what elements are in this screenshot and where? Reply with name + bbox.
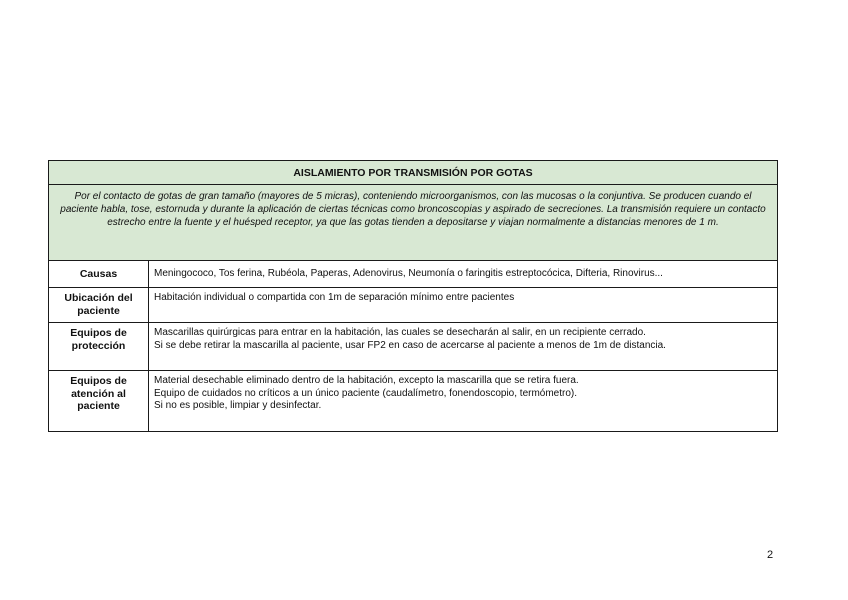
row-label-atencion: Equipos de atención al paciente [49,371,149,432]
content-line: Mascarillas quirúrgicas para entrar en la habitación, las cuales se desecharán al salir, en un recipiente cerrado. [154,327,646,338]
content-line: Equipo de cuidados no críticos a un único paciente (caudalímetro, fonendoscopio, termómetro). [154,387,578,399]
content-line: Si se debe retirar la mascarilla al paciente, usar FP2 en caso de acercarse al paciente a menos de 1m de distancia. [154,339,666,351]
row-content-causas [149,261,778,288]
content-line: Si no es posible, limpiar y desinfectar. [154,400,322,411]
row-content-atencion [149,371,778,432]
table-title-row [49,161,778,185]
table-row-ubicacion [49,288,778,323]
table-intro: Por el contacto de gotas de gran tamaño (mayores de 5 micras), conteniendo microorganismos, con las mucosas o la conjuntiva. Se producen cuando el paciente habla, tose, estornuda y durante la aplicación de ciertas técnicas como broncoscopias y aspirado de secreciones. La transmisión requiere un contacto estrecho entre la fuente y el huésped receptor, ya que las gotas tienden a depositarse y viajan normalmente a distancias menores de 1 m. [49,185,778,261]
table-intro-row [49,185,778,261]
table-row-proteccion [49,323,778,371]
table-row-causas [49,261,778,288]
row-label-proteccion: Equipos de protección [49,323,149,371]
row-label-causas: Causas [49,261,149,288]
isolation-table [48,160,778,432]
row-content-ubicacion [149,288,778,323]
content-line: Material desechable eliminado dentro de la habitación, excepto la mascarilla que se retira fuera. [154,375,579,386]
page-number: 2 [767,549,774,561]
table-row-atencion [49,371,778,432]
row-label-ubicacion: Ubicación del paciente [49,288,149,323]
content-line: Meningococo, Tos ferina, Rubéola, Paperas, Adenovirus, Neumonía o faringitis estreptocócica, Difteria, Rinovirus... [154,267,663,279]
table-title: AISLAMIENTO POR TRANSMISIÓN POR GOTAS [49,161,778,185]
content-line: Habitación individual o compartida con 1m de separación mínimo entre pacientes [154,292,515,303]
row-content-proteccion [149,323,778,371]
